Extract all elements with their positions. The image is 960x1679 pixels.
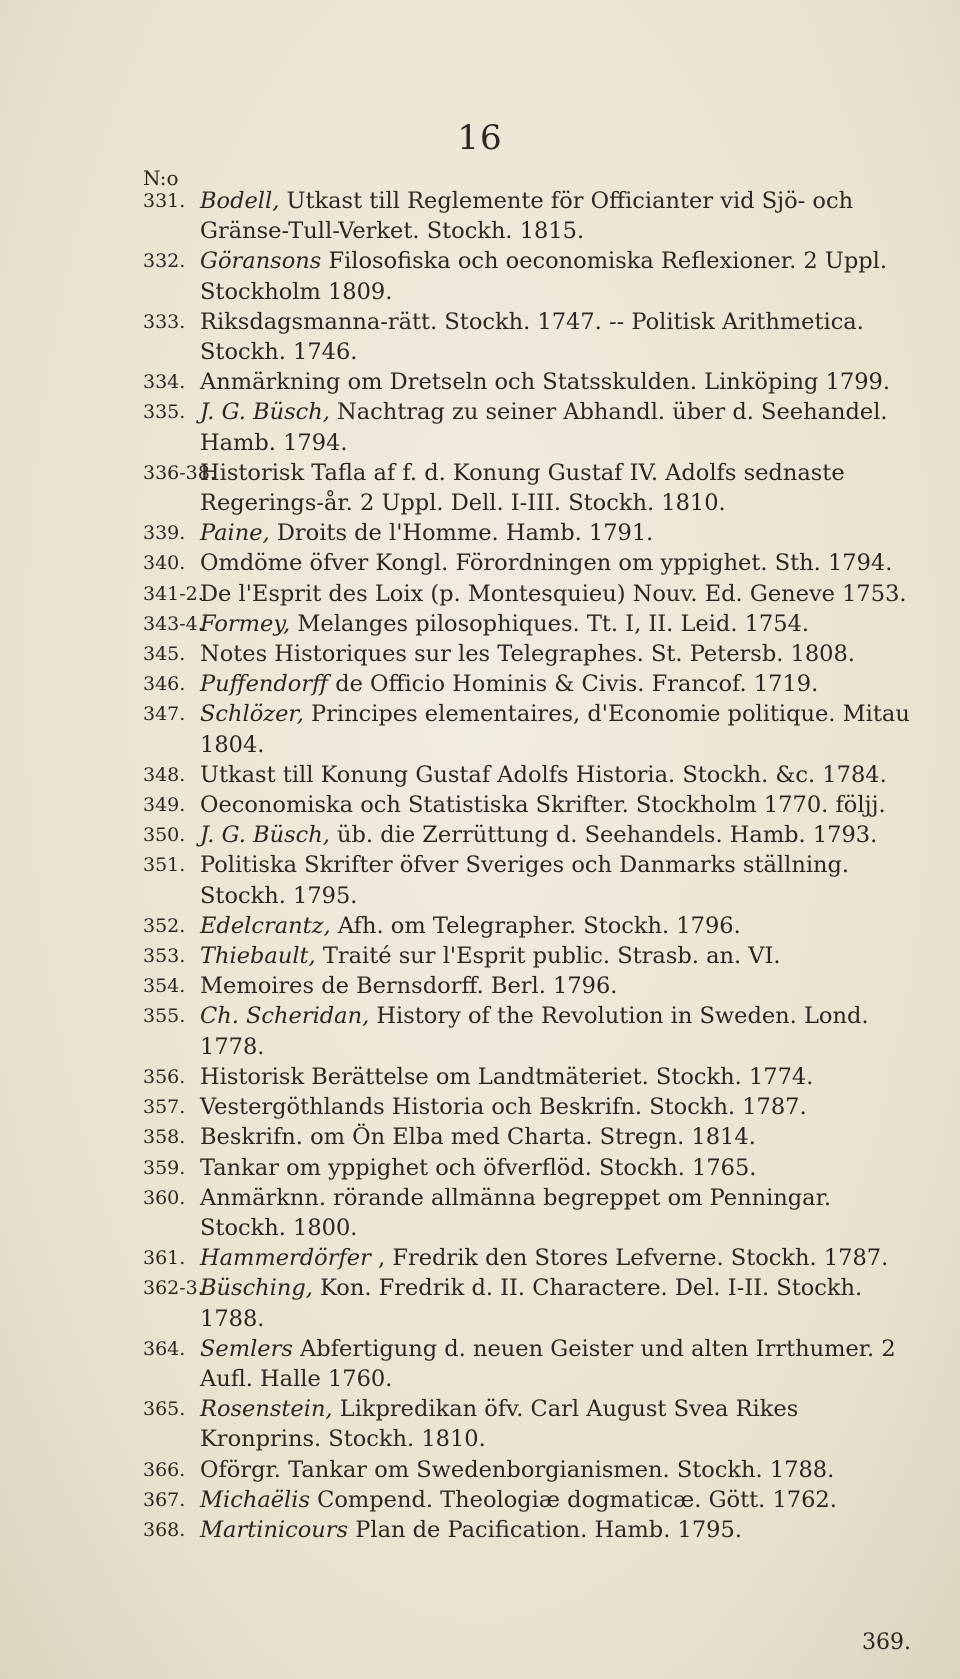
catalog-entry <box>143 760 913 790</box>
entry-author: Rosenstein, <box>200 1396 333 1423</box>
catalog-entry <box>143 790 913 820</box>
entry-title: , Fredrik den Stores Lefverne. Stockh. 1787. <box>378 1245 889 1272</box>
entry-number: 339. <box>143 522 186 545</box>
catalog-entry <box>143 669 913 699</box>
entry-author: Michaëlis <box>200 1486 310 1513</box>
catalog-entry <box>143 548 913 578</box>
entry-title: Abfertigung d. neuen Geister und alten Irrthumer. 2 Aufl. Halle 1760. <box>200 1335 896 1392</box>
entry-author: Puffendorff <box>200 671 329 698</box>
entry-number: 354. <box>143 975 186 998</box>
entry-number: 352. <box>143 914 186 937</box>
entry-number: 367. <box>143 1488 186 1511</box>
entry-title: Afh. om Telegrapher. Stockh. 1796. <box>337 912 741 939</box>
entry-number: 368. <box>143 1518 186 1541</box>
entry-author: Büsching, <box>200 1275 313 1302</box>
entry-title: Traité sur l'Esprit public. Strasb. an. VI. <box>322 943 781 970</box>
entry-number: 349. <box>143 794 186 817</box>
entry-title: Nachtrag zu seiner Abhandl. über d. Seehandel. Hamb. 1794. <box>200 399 888 456</box>
entry-author: Formey, <box>200 610 291 637</box>
entry-title: Memoires de Bernsdorff. Berl. 1796. <box>200 973 618 1000</box>
entry-title: Filosofiska och oeconomiska Reflexioner. 2 Uppl. Stockholm 1809. <box>200 248 887 305</box>
entry-number: 345. <box>143 643 186 666</box>
entry-number: 364. <box>143 1337 186 1360</box>
entry-number: 357. <box>143 1096 186 1119</box>
entry-number: 341-2. <box>143 582 204 605</box>
entry-author: Hammerdörfer <box>200 1245 371 1272</box>
entry-title: Kon. Fredrik d. II. Charactere. Del. I-II. Stockh. 1788. <box>200 1275 863 1332</box>
catalog-entry <box>143 579 913 609</box>
number-column-label: N:o <box>143 166 179 190</box>
entry-title: de Officio Hominis & Civis. Francof. 1719. <box>335 671 819 698</box>
entry-number: 348. <box>143 763 186 786</box>
entry-number: 360. <box>143 1186 186 1209</box>
catalog-entry <box>143 1092 913 1122</box>
catalog-entry <box>143 699 913 759</box>
catalog-entry <box>143 246 913 306</box>
catalog-entry <box>143 639 913 669</box>
catalog-entry <box>143 1455 913 1485</box>
entry-author: J. G. Büsch, <box>200 822 330 849</box>
entry-title: Oeconomiska och Statistiska Skrifter. Stockholm 1770. följj. <box>200 792 886 819</box>
catalog-entry <box>143 518 913 548</box>
catalog-entry <box>143 1001 913 1061</box>
entry-number: 336-38. <box>143 461 216 484</box>
entry-number: 353. <box>143 945 186 968</box>
entry-number: 359. <box>143 1156 186 1179</box>
entry-title: Droits de l'Homme. Hamb. 1791. <box>276 520 654 547</box>
entry-title: Vestergöthlands Historia och Beskrifn. Stockh. 1787. <box>200 1094 807 1121</box>
entry-title: Anmärkning om Dretseln och Statsskulden. Linköping 1799. <box>200 369 890 396</box>
catalog-entry <box>143 1243 913 1273</box>
catalog-entry <box>143 609 913 639</box>
entry-title: Historisk Tafla af f. d. Konung Gustaf IV. Adolfs sednaste Regerings-år. 2 Uppl. Dell. I-III. Stockh. 1810. <box>200 459 845 517</box>
catalog-entry <box>143 1394 913 1454</box>
catalog-entry <box>143 971 913 1001</box>
entry-author: Göransons <box>200 248 322 275</box>
entry-title: Tankar om yppighet och öfverflöd. Stockh. 1765. <box>200 1154 757 1181</box>
entry-number: 355. <box>143 1005 186 1028</box>
entry-title: Melanges pilosophiques. Tt. I, II. Leid. 1754. <box>297 610 810 637</box>
catalog-entry <box>143 1515 913 1545</box>
entry-number: 351. <box>143 854 186 877</box>
catalog-entry <box>143 307 913 367</box>
catalog-entry <box>143 1334 913 1394</box>
catalog-entry <box>143 186 913 246</box>
entry-number: 332. <box>143 250 186 273</box>
entry-title: Oförgr. Tankar om Swedenborgianismen. Stockh. 1788. <box>200 1456 835 1483</box>
catalog-entry <box>143 1153 913 1183</box>
entry-number: 365. <box>143 1398 186 1421</box>
catalog-entry <box>143 397 913 457</box>
entry-number: 361. <box>143 1247 186 1270</box>
catalog-entry <box>143 820 913 850</box>
entry-number: 333. <box>143 310 186 333</box>
page-number: 16 <box>457 118 503 158</box>
entry-number: 358. <box>143 1126 186 1149</box>
entry-title: Beskrifn. om Ön Elba med Charta. Stregn. 1814. <box>200 1124 756 1151</box>
catalog-entry <box>143 850 913 910</box>
entry-number: 366. <box>143 1458 186 1481</box>
entry-title: History of the Revolution in Sweden. Lond. 1778. <box>200 1003 869 1060</box>
entry-number: 350. <box>143 824 186 847</box>
entry-author: Paine, <box>200 520 270 547</box>
catalog-entry <box>143 367 913 397</box>
catalog-entry <box>143 1485 913 1515</box>
catalog-entry <box>143 1273 913 1333</box>
entry-title: Riksdagsmanna-rätt. Stockh. 1747. -- Politisk Arithmetica. Stockh. 1746. <box>200 308 864 366</box>
entry-number: 340. <box>143 552 186 575</box>
entry-title: Politiska Skrifter öfver Sveriges och Danmarks ställning. Stockh. 1795. <box>200 852 850 909</box>
entry-author: Ch. Scheridan, <box>200 1003 370 1030</box>
entry-number: 331. <box>143 190 186 212</box>
entry-title: Utkast till Konung Gustaf Adolfs Historia. Stockh. &c. 1784. <box>200 761 887 788</box>
entry-author: Thiebault, <box>200 943 316 970</box>
entry-title: Plan de Pacification. Hamb. 1795. <box>355 1516 742 1543</box>
entry-number: 362-3. <box>143 1277 204 1300</box>
entry-number: 347. <box>143 703 186 726</box>
entry-number: 334. <box>143 371 186 394</box>
entry-title: Principes elementaires, d'Economie politique. Mitau 1804. <box>200 701 910 758</box>
entry-title: Omdöme öfver Kongl. Förordningen om yppighet. Sth. 1794. <box>200 550 893 577</box>
catalog-entry-list <box>143 186 913 1545</box>
catchword: 369. <box>862 1630 911 1655</box>
catalog-entry <box>143 911 913 941</box>
entry-author: Semlers <box>200 1335 293 1362</box>
entry-title: üb. die Zerrüttung d. Seehandels. Hamb. 1793. <box>337 822 878 849</box>
catalog-entry <box>143 1062 913 1092</box>
entry-number: 335. <box>143 401 186 424</box>
entry-author: Edelcrantz, <box>200 912 331 939</box>
entry-author: J. G. Büsch, <box>200 399 330 426</box>
catalog-entry <box>143 941 913 971</box>
entry-title: Historisk Berättelse om Landtmäteriet. Stockh. 1774. <box>200 1063 814 1090</box>
entry-title: De l'Esprit des Loix (p. Montesquieu) Nouv. Ed. Geneve 1753. <box>200 580 907 607</box>
catalog-entry <box>143 1183 913 1243</box>
entry-title: Utkast till Reglemente för Officianter vid Sjö- och Gränse-Tull-Verket. Stockh. 1815. <box>200 188 854 245</box>
entry-title: Compend. Theologiæ dogmaticæ. Gött. 1762. <box>317 1486 837 1513</box>
entry-author: Martinicours <box>200 1516 349 1543</box>
catalog-entry <box>143 458 913 518</box>
entry-title: Anmärknn. rörande allmänna begreppet om Penningar. Stockh. 1800. <box>200 1184 832 1241</box>
entry-number: 356. <box>143 1065 186 1088</box>
entry-number: 346. <box>143 673 186 696</box>
entry-author: Bodell, <box>200 188 280 214</box>
catalog-entry <box>143 1122 913 1152</box>
entry-title: Likpredikan öfv. Carl August Svea Rikes Kronprins. Stockh. 1810. <box>200 1396 799 1453</box>
entry-title: Notes Historiques sur les Telegraphes. St. Petersb. 1808. <box>200 641 855 668</box>
entry-author: Schlözer, <box>200 701 304 728</box>
entry-number: 343-4. <box>143 612 204 635</box>
